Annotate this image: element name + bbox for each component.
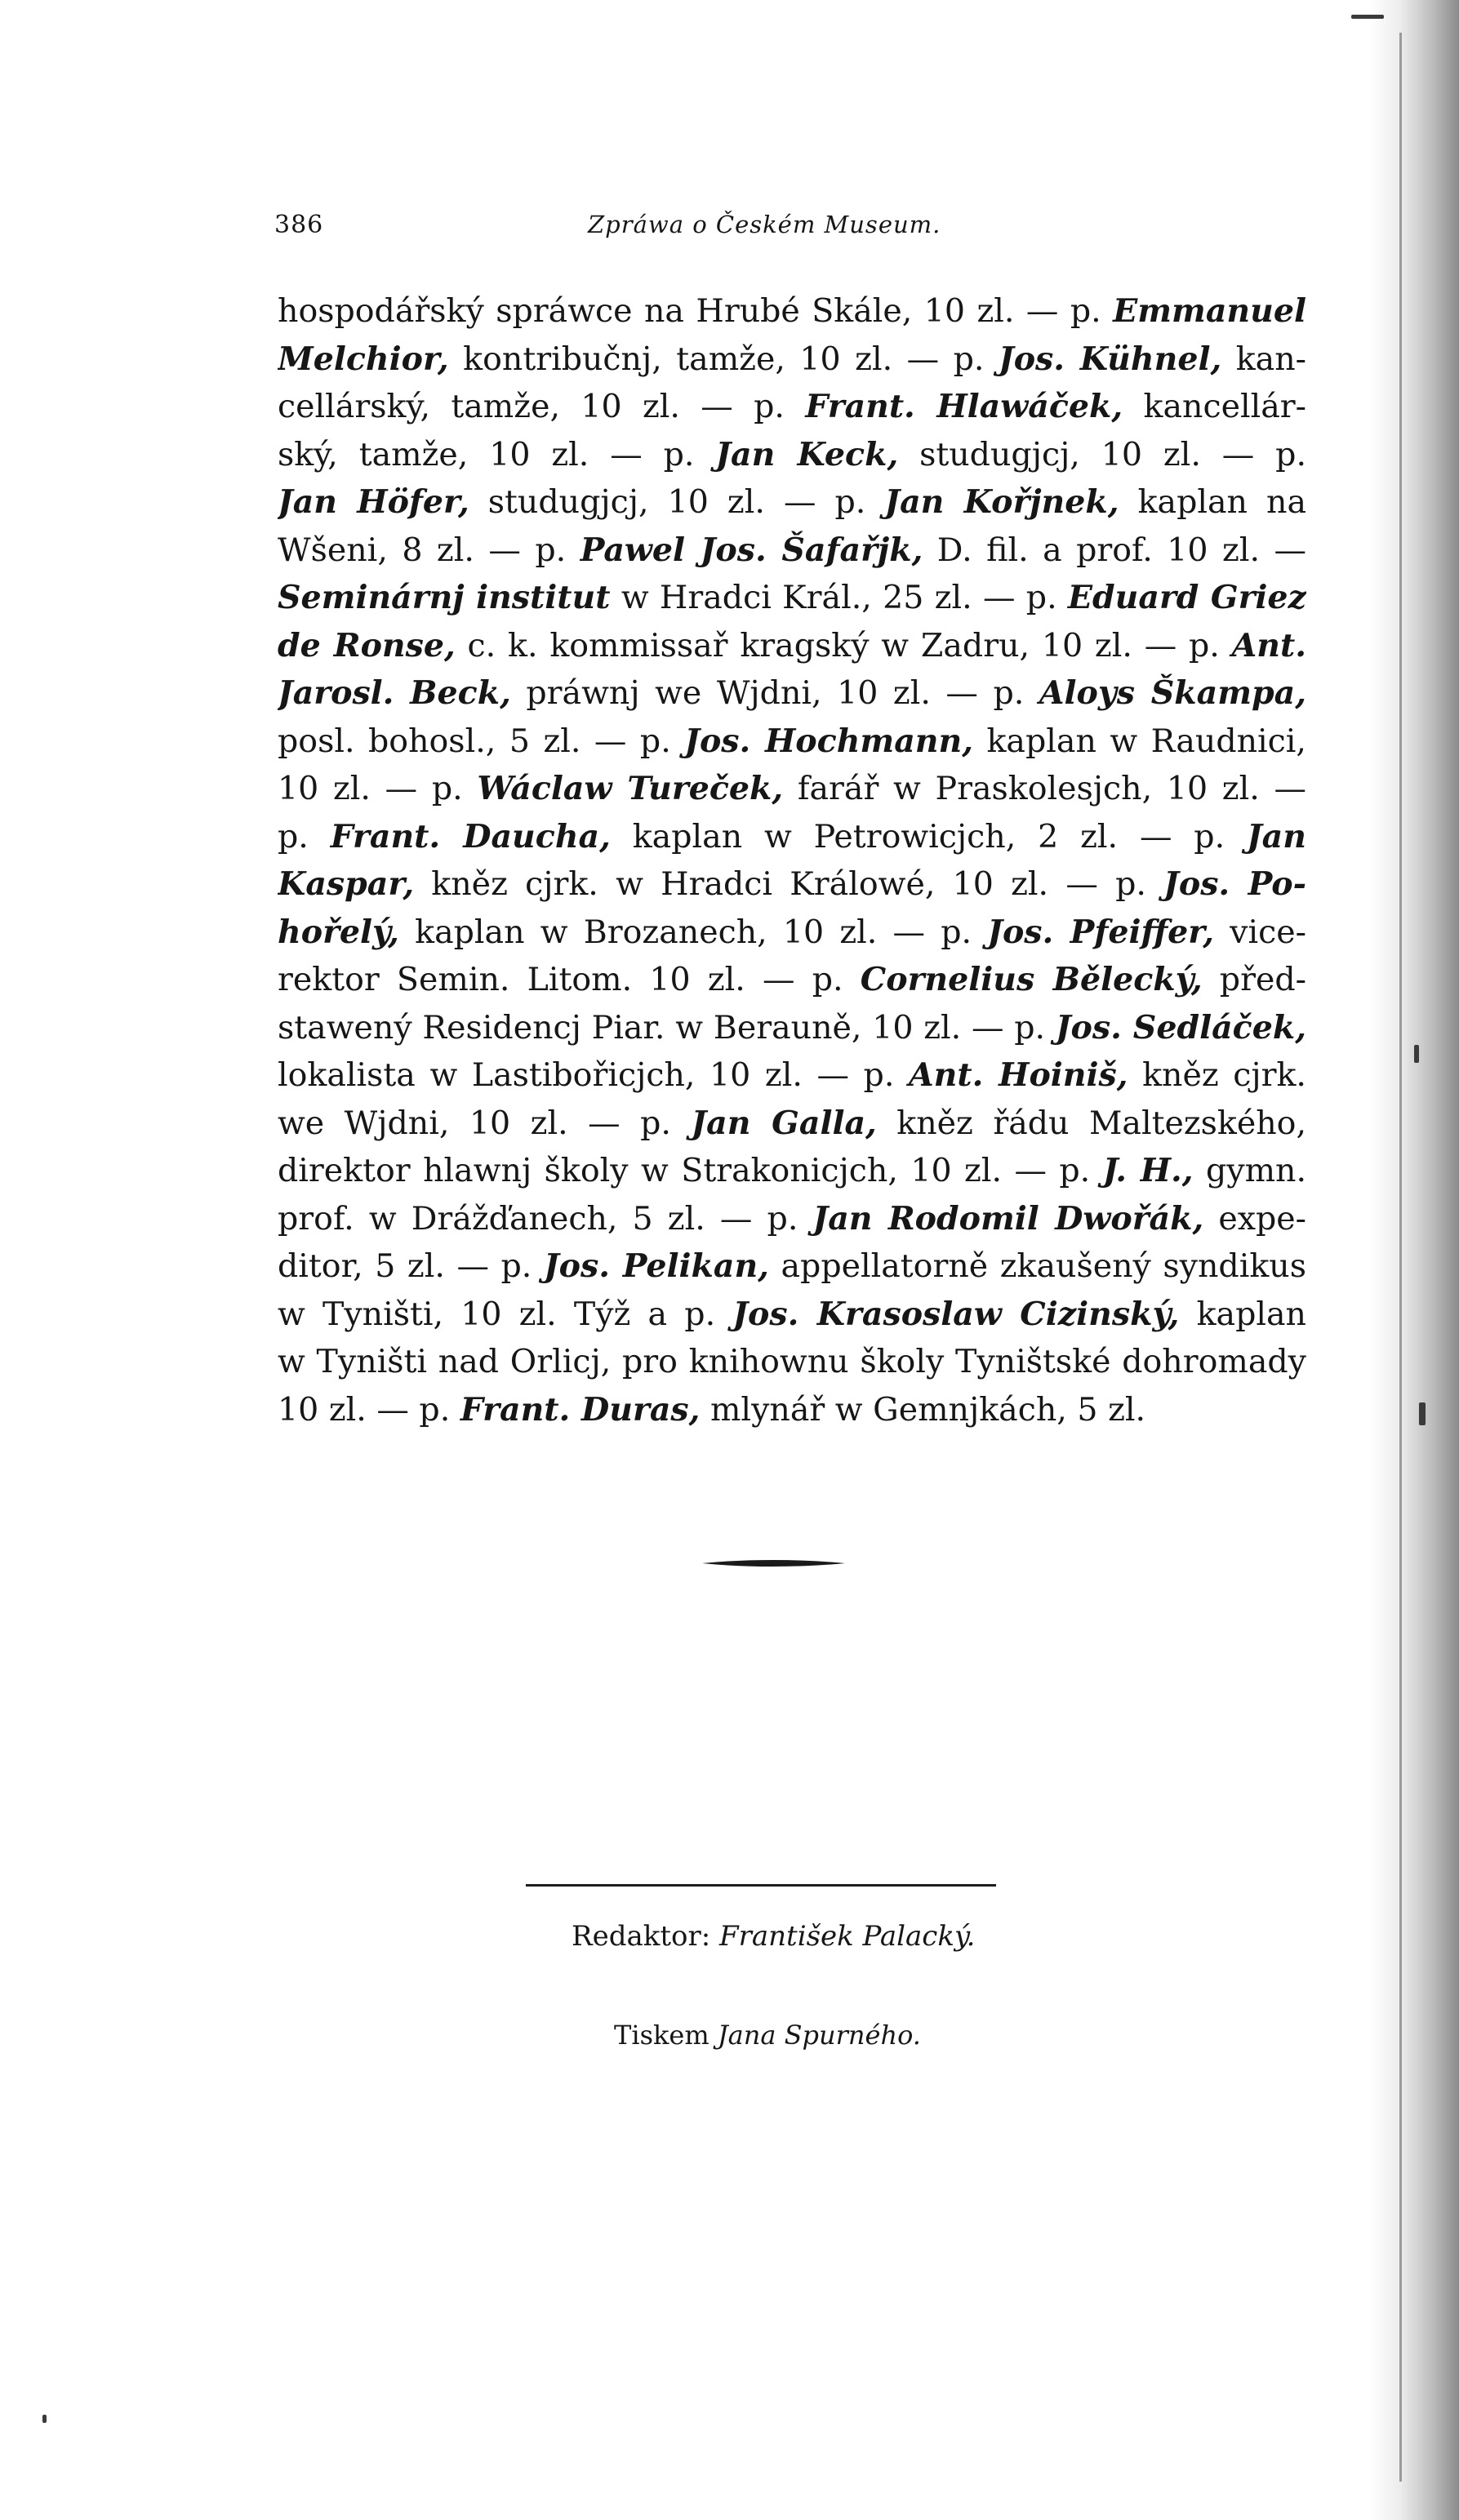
text-run: w Hradci Král., 25 zl. — p. <box>610 579 1068 616</box>
text-run: rektor Semin. Litom. 10 zl. — p. <box>278 961 861 998</box>
body-text <box>278 287 1306 1433</box>
text-run: expe- <box>1203 1199 1306 1238</box>
person-name: Pawel Jos. Šafařjk, <box>580 531 923 569</box>
person-name: Seminárnj institut <box>278 579 611 616</box>
text-run: ský, tamže, 10 zl. — p. <box>278 435 716 473</box>
scan-speck <box>1414 1045 1419 1063</box>
text-run: kněz cjrk. <box>1128 1056 1306 1094</box>
text-run: cellárský, tamže, 10 zl. — p. <box>278 388 806 425</box>
person-name: Wáclaw Tureček, <box>477 770 784 807</box>
redaktor-name: František Palacký. <box>719 1920 976 1953</box>
person-name: J. H., <box>1102 1152 1194 1189</box>
person-name: Jan Rodomil Dwořák, <box>812 1199 1204 1238</box>
text-run: práwnj we Wjdni, 10 zl. — p. <box>510 674 1039 712</box>
person-name: Ant. <box>1231 626 1306 664</box>
text-run: ditor, 5 zl. — p. <box>278 1247 544 1285</box>
text-line <box>278 336 1306 384</box>
text-run: vice- <box>1213 913 1306 951</box>
person-name: Jan Galla, <box>691 1104 877 1142</box>
text-run: direktor hlawnj školy w Strakonicjch, 10 zl. — p. <box>278 1152 1103 1189</box>
text-line <box>278 1195 1306 1243</box>
text-run: studugjcj, 10 zl. — p. <box>469 483 885 521</box>
text-line <box>278 813 1306 861</box>
text-run: kněz cjrk. w Hradci Králowé, 10 zl. — p. <box>414 865 1164 903</box>
text-run: w Tyništi nad Orlicj, pro knihownu školy Tyništské dohromady <box>278 1343 1306 1380</box>
text-line <box>278 956 1306 1004</box>
text-run: w Tyništi, 10 zl. Týž a p. <box>278 1295 733 1333</box>
text-run: kaplan w Petrowicjch, 2 zl. — p. <box>610 817 1247 856</box>
person-name: Ant. Hoiniš, <box>908 1056 1128 1094</box>
person-name: Eduard Griez <box>1067 579 1306 616</box>
ornament-rule <box>702 1559 845 1567</box>
person-name: Jos. Pfeiffer, <box>987 913 1214 951</box>
person-name: Jan <box>1246 817 1306 856</box>
text-run: kaplan w Raudnici, <box>973 722 1306 760</box>
text-run: stawený Residencj Piar. w Berauně, 10 zl. — p. <box>278 1008 1056 1047</box>
text-run: kan- <box>1221 340 1306 378</box>
text-line <box>278 478 1306 527</box>
printer-line <box>614 2020 921 2051</box>
text-line <box>278 1386 1306 1434</box>
text-line <box>278 909 1306 957</box>
page-edge-shadow <box>1369 0 1459 2520</box>
text-run: Wšeni, 8 zl. — p. <box>278 531 580 569</box>
text-run: kaplan <box>1179 1295 1306 1333</box>
person-name: hořelý, <box>278 913 399 951</box>
text-run: c. k. kommissař kragský w Zadru, 10 zl. — p. <box>455 626 1232 664</box>
person-name: Jos. Kühnel, <box>999 340 1222 378</box>
printer-label: Tiskem <box>614 2020 709 2051</box>
person-name: de Ronse, <box>278 626 456 664</box>
text-run: we Wjdni, 10 zl. — p. <box>278 1104 692 1142</box>
person-name: Melchior, <box>278 340 449 378</box>
person-name: Jan Kořjnek, <box>884 483 1119 521</box>
person-name: Aloys Škampa, <box>1039 674 1306 712</box>
text-run: 10 zl. — p. <box>278 770 478 807</box>
text-line <box>278 527 1306 575</box>
text-run: studugjcj, 10 zl. — p. <box>898 435 1306 473</box>
text-run: mlynář w Gemnjkách, 5 zl. <box>700 1390 1146 1429</box>
person-name: Frant. Duras, <box>460 1390 701 1429</box>
text-line <box>278 574 1306 622</box>
text-run: p. <box>278 817 331 856</box>
person-name: Jan Keck, <box>715 435 899 473</box>
text-line <box>278 718 1306 766</box>
person-name: Jos. Sedláček, <box>1055 1008 1306 1047</box>
redaktor-label: Redaktor: <box>572 1920 711 1953</box>
text-run: prof. w Drážďanech, 5 zl. — p. <box>278 1199 813 1238</box>
text-line <box>278 1051 1306 1100</box>
text-run: kaplan na <box>1119 483 1306 521</box>
running-title: Zpráwa o Českém Museum. <box>588 211 941 238</box>
text-line <box>278 431 1306 479</box>
text-line <box>278 1147 1306 1195</box>
person-name: Jan Höfer, <box>278 483 469 521</box>
text-line <box>278 860 1306 909</box>
scan-speck <box>1351 15 1384 19</box>
text-line <box>278 1004 1306 1052</box>
text-line <box>278 1100 1306 1148</box>
scan-speck <box>42 2415 47 2423</box>
text-line <box>278 287 1306 336</box>
text-run: posl. bohosl., 5 zl. — p. <box>278 722 685 760</box>
text-run: farář w Praskolesjch, 10 zl. — <box>783 770 1306 807</box>
text-line <box>278 1338 1306 1386</box>
text-run: hospodářský spráwce na Hrubé Skále, 10 zl. — p. <box>278 292 1114 330</box>
text-run: kněz řádu Maltezského, <box>876 1104 1306 1142</box>
redaktor-line <box>572 1920 975 1953</box>
text-run: lokalista w Lastibořicjch, 10 zl. — p. <box>278 1056 909 1094</box>
person-name: Jos. Pelikan, <box>543 1247 769 1285</box>
footer-divider <box>526 1884 996 1887</box>
text-line <box>278 765 1306 813</box>
text-line <box>278 622 1306 670</box>
person-name: Kaspar, <box>278 865 415 903</box>
text-line <box>278 669 1306 718</box>
text-run: kontribučnj, tamže, 10 zl. — p. <box>448 340 999 378</box>
text-line <box>278 1242 1306 1291</box>
person-name: Cornelius Bělecký, <box>860 961 1203 998</box>
person-name: Jos. Po- <box>1163 865 1306 903</box>
text-run: 10 zl. — p. <box>278 1390 460 1429</box>
person-name: Emmanuel <box>1113 292 1306 330</box>
text-run: D. fil. a prof. 10 zl. — <box>923 531 1306 569</box>
printer-name: Jana Spurného. <box>717 2020 921 2051</box>
text-run: appellatorně zkaušený syndikus <box>768 1247 1306 1285</box>
scan-speck <box>1419 1402 1426 1425</box>
binding-edge-line <box>1399 33 1402 2482</box>
text-run: kancellár- <box>1123 388 1306 425</box>
text-run: gymn. <box>1193 1152 1306 1189</box>
text-line <box>278 383 1306 431</box>
person-name: Jos. Hochmann, <box>684 722 973 760</box>
page-number: 386 <box>274 211 324 239</box>
text-line <box>278 1291 1306 1339</box>
text-run: před- <box>1202 961 1306 998</box>
text-run: kaplan w Brozanech, 10 zl. — p. <box>398 913 988 951</box>
person-name: Frant. Daucha, <box>330 817 611 856</box>
person-name: Jos. Krasoslaw Cizinský, <box>732 1295 1180 1333</box>
person-name: Frant. Hlawáček, <box>805 388 1123 425</box>
person-name: Jarosl. Beck, <box>278 674 511 712</box>
